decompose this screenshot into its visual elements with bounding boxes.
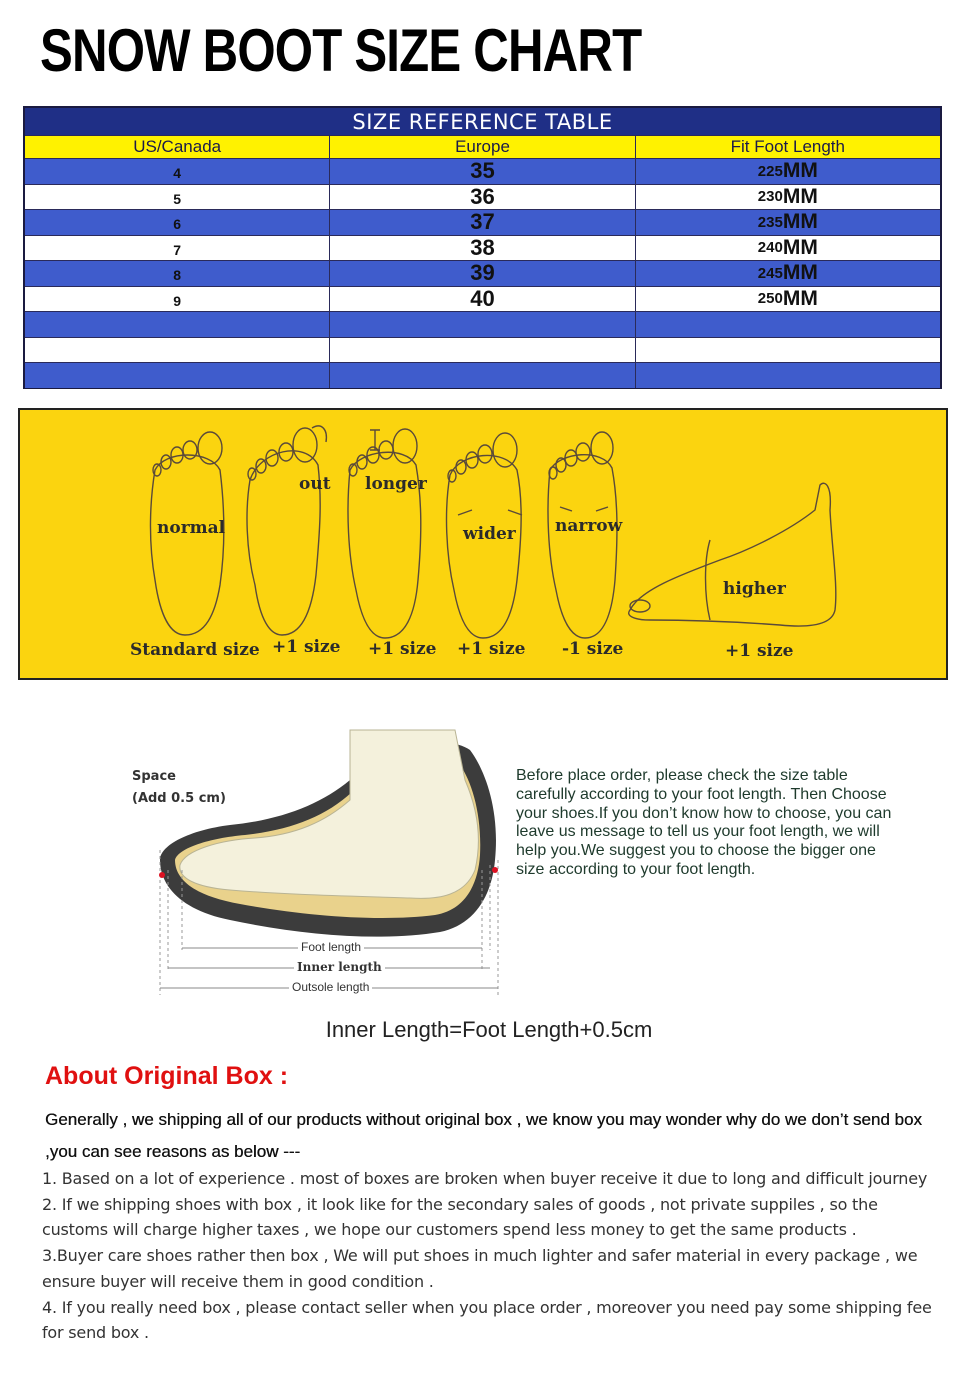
page-title: SNOW BOOT SIZE CHART xyxy=(40,17,642,84)
table-row xyxy=(25,158,940,184)
outsole-length-label: Outsole length xyxy=(289,980,372,994)
cell-us-size xyxy=(25,338,329,363)
foot-length-unit: MM xyxy=(782,235,818,259)
foot-length-unit: MM xyxy=(782,210,818,234)
foot-length-value: 235 xyxy=(757,213,783,231)
cell-foot-length xyxy=(635,338,940,363)
foot-size-longer: +1 size xyxy=(368,639,437,659)
cell-us-size xyxy=(25,159,329,184)
cell-us-size xyxy=(25,185,329,210)
cell-europe-size xyxy=(329,287,634,312)
cell-europe-size xyxy=(329,312,634,337)
foot-size-normal: Standard size xyxy=(130,640,260,660)
cell-us-size xyxy=(25,261,329,286)
space-title: Space xyxy=(132,769,176,784)
foot-length-value: 250 xyxy=(757,290,783,308)
column-header-us: US/Canada xyxy=(133,137,222,156)
cell-us-size xyxy=(25,363,329,388)
europe-size-value: 38 xyxy=(470,234,495,260)
cell-europe-size xyxy=(329,261,634,286)
us-size-value: 5 xyxy=(173,190,182,207)
foot-length-unit: MM xyxy=(782,159,818,183)
foot-outline-higher xyxy=(629,483,836,626)
foot-size-wider: +1 size xyxy=(457,639,526,659)
cell-us-size xyxy=(25,236,329,261)
foot-label-narrow: narrow xyxy=(555,516,623,536)
us-size-value: 6 xyxy=(173,216,182,233)
cell-foot-length xyxy=(635,185,940,210)
foot-label-normal: normal xyxy=(157,518,226,538)
cell-foot-length xyxy=(635,159,940,184)
cell-us-size xyxy=(25,287,329,312)
inner-length-label: Inner length xyxy=(294,960,385,974)
table-row xyxy=(25,362,940,388)
column-header-foot-length: Fit Foot Length xyxy=(635,136,940,158)
cell-us-size xyxy=(25,312,329,337)
foot-label-out: out xyxy=(299,474,331,494)
foot-length-unit: MM xyxy=(782,261,818,285)
table-row xyxy=(25,235,940,261)
table-row xyxy=(25,209,940,235)
cell-europe-size xyxy=(329,363,634,388)
table-row xyxy=(25,286,940,312)
foot-label-wider: wider xyxy=(463,524,516,544)
foot-size-narrow: -1 size xyxy=(562,639,624,659)
original-box-intro: Generally , we shipping all of our products without original box , we know you may wonder why do we don’t send box ,you can see reasons as below --- xyxy=(45,1110,922,1161)
cell-europe-size xyxy=(329,159,634,184)
cell-foot-length xyxy=(635,287,940,312)
cell-foot-length xyxy=(635,261,940,286)
foot-length-unit: MM xyxy=(782,286,818,310)
size-reference-table xyxy=(23,106,942,389)
table-heading: SIZE REFERENCE TABLE xyxy=(25,108,940,135)
cell-foot-length xyxy=(635,236,940,261)
us-size-value: 4 xyxy=(173,165,182,182)
cell-foot-length xyxy=(635,312,940,337)
reason-item: 2. If we shipping shoes with box , it look like for the secondary sales of goods , not private suppiles , so the customs will charge higher taxes , we hope our customers spend less money to get the same products . xyxy=(42,1194,878,1240)
foot-length-unit: MM xyxy=(782,184,818,208)
us-size-value: 8 xyxy=(173,267,182,284)
europe-size-value: 37 xyxy=(470,209,495,235)
europe-size-value: 35 xyxy=(470,158,495,184)
cell-foot-length xyxy=(635,210,940,235)
foot-size-higher: +1 size xyxy=(725,641,794,661)
space-note: (Add 0.5 cm) xyxy=(132,791,226,806)
foot-length-value: 230 xyxy=(757,188,783,206)
foot-label-longer: longer xyxy=(365,474,427,494)
foot-length-value: 225 xyxy=(757,162,783,180)
column-header-europe: Europe xyxy=(329,136,634,158)
foot-length-label: Foot length xyxy=(298,940,364,954)
foot-size-out: +1 size xyxy=(272,637,341,657)
foot-length-value: 240 xyxy=(757,239,783,257)
reason-item: 4. If you really need box , please contact seller when you place order , moreover you need pay some shipping fee for send box . xyxy=(42,1297,932,1343)
europe-size-value: 40 xyxy=(470,285,495,311)
foot-type-panel xyxy=(18,408,948,680)
table-row xyxy=(25,337,940,363)
foot-outline-out xyxy=(247,426,326,635)
us-size-value: 7 xyxy=(173,241,182,258)
cell-europe-size xyxy=(329,236,634,261)
table-row xyxy=(25,260,940,286)
measurement-instructions: Before place order, please check the size table carefully according to your foot length. Then Choose your shoes.If you don’t know how to choose, you can leave us message to tell us your foot length, we will help you.We suggest you to choose the bigger one size according to your foot length. xyxy=(516,767,892,878)
original-box-reasons xyxy=(42,1166,942,1346)
foot-length-value: 245 xyxy=(757,264,783,282)
cell-foot-length xyxy=(635,363,940,388)
cell-europe-size xyxy=(329,338,634,363)
foot-outline-longer xyxy=(348,429,421,638)
table-row xyxy=(25,184,940,210)
cell-europe-size xyxy=(329,210,634,235)
europe-size-value: 39 xyxy=(470,260,495,286)
reason-item: 1. Based on a lot of experience . most of boxes are broken when buyer receive it due to long and difficult journey xyxy=(42,1169,928,1188)
space-label xyxy=(132,766,226,810)
cell-europe-size xyxy=(329,185,634,210)
table-column-headers xyxy=(25,135,940,158)
reason-item: 3.Buyer care shoes rather then box , We will put shoes in much lighter and safer material in every package , we ensure buyer will receive them in good condition . xyxy=(42,1246,918,1291)
table-row xyxy=(25,311,940,337)
us-size-value: 9 xyxy=(173,292,182,309)
original-box-heading: About Original Box : xyxy=(45,1062,289,1090)
cell-us-size xyxy=(25,210,329,235)
europe-size-value: 36 xyxy=(470,183,495,209)
foot-label-higher: higher xyxy=(723,579,786,599)
inner-length-formula: Inner Length=Foot Length+0.5cm xyxy=(325,1017,653,1042)
